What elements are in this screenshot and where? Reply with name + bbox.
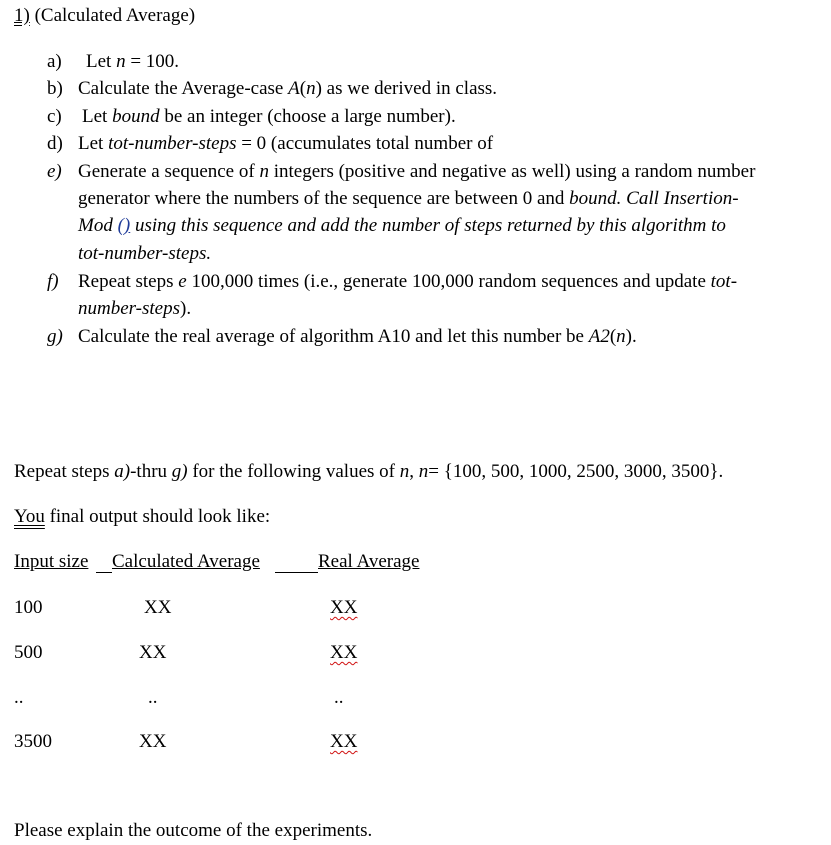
row-3-calculated: ..: [148, 687, 158, 708]
step-a-text: Let n = 100.: [86, 51, 180, 72]
repeat-instruction: Repeat steps a)-thru g) for the following values of n, n= {100, 500, 1000, 2500, 3000, 3500}.: [14, 461, 724, 482]
step-g-text: Calculate the real average of algorithm A10 and let this number be A2(n).: [78, 326, 637, 347]
row-2-input: 500: [14, 642, 43, 663]
step-e-line3: Mod () using this sequence and add the number of steps returned by this algorithm to: [78, 215, 726, 236]
step-e-line1: Generate a sequence of n integers (positive and negative as well) using a random number: [78, 161, 756, 182]
section-heading: [14, 5, 195, 27]
step-d-label: d): [47, 133, 63, 154]
step-b-label: b): [47, 78, 63, 99]
step-a-label: a): [47, 51, 62, 72]
step-f-line2: number-steps).: [78, 298, 192, 319]
you-word: You: [14, 506, 45, 527]
row-2-calculated: XX: [139, 642, 167, 663]
row-4-input: 3500: [14, 731, 52, 752]
row-3-input: ..: [14, 687, 24, 708]
step-c-text: Let bound be an integer (choose a large number).: [82, 106, 456, 127]
step-d-text: Let tot-number-steps = 0 (accumulates total number of: [78, 133, 494, 154]
header-calculated-average: Calculated Average: [112, 551, 260, 572]
row-1-real: XX: [330, 597, 358, 618]
row-1-input: 100: [14, 597, 43, 618]
insertion-mod-parens: (): [117, 215, 131, 236]
row-2-real: XX: [330, 642, 358, 663]
step-g-label: g): [47, 326, 63, 347]
header-gap-underline: [96, 551, 112, 573]
step-f-label: f): [47, 271, 59, 292]
final-output-intro: You final output should look like:: [14, 506, 271, 527]
step-b-text: Calculate the Average-case A(n) as we derived in class.: [78, 78, 498, 99]
step-f-line1: Repeat steps e 100,000 times (i.e., generate 100,000 random sequences and update tot-: [78, 271, 738, 292]
step-e-label: e): [47, 161, 62, 182]
row-4-calculated: XX: [139, 731, 167, 752]
header-real-average: Real Average: [318, 551, 420, 572]
step-e-line2: generator where the numbers of the sequence are between 0 and bound. Call Insertion-: [78, 188, 739, 209]
row-1-calculated: XX: [144, 597, 172, 618]
section-number: 1): [14, 5, 30, 26]
header-input-size: Input size: [14, 551, 89, 572]
section-title: (Calculated Average): [29, 5, 196, 26]
row-3-real: ..: [334, 687, 344, 708]
closing-instruction: Please explain the outcome of the experiments.: [14, 820, 373, 841]
step-e-line4: tot-number-steps.: [78, 243, 212, 264]
header-gap-underline-2: [275, 551, 318, 573]
step-c-label: c): [47, 106, 62, 127]
row-4-real: XX: [330, 731, 358, 752]
